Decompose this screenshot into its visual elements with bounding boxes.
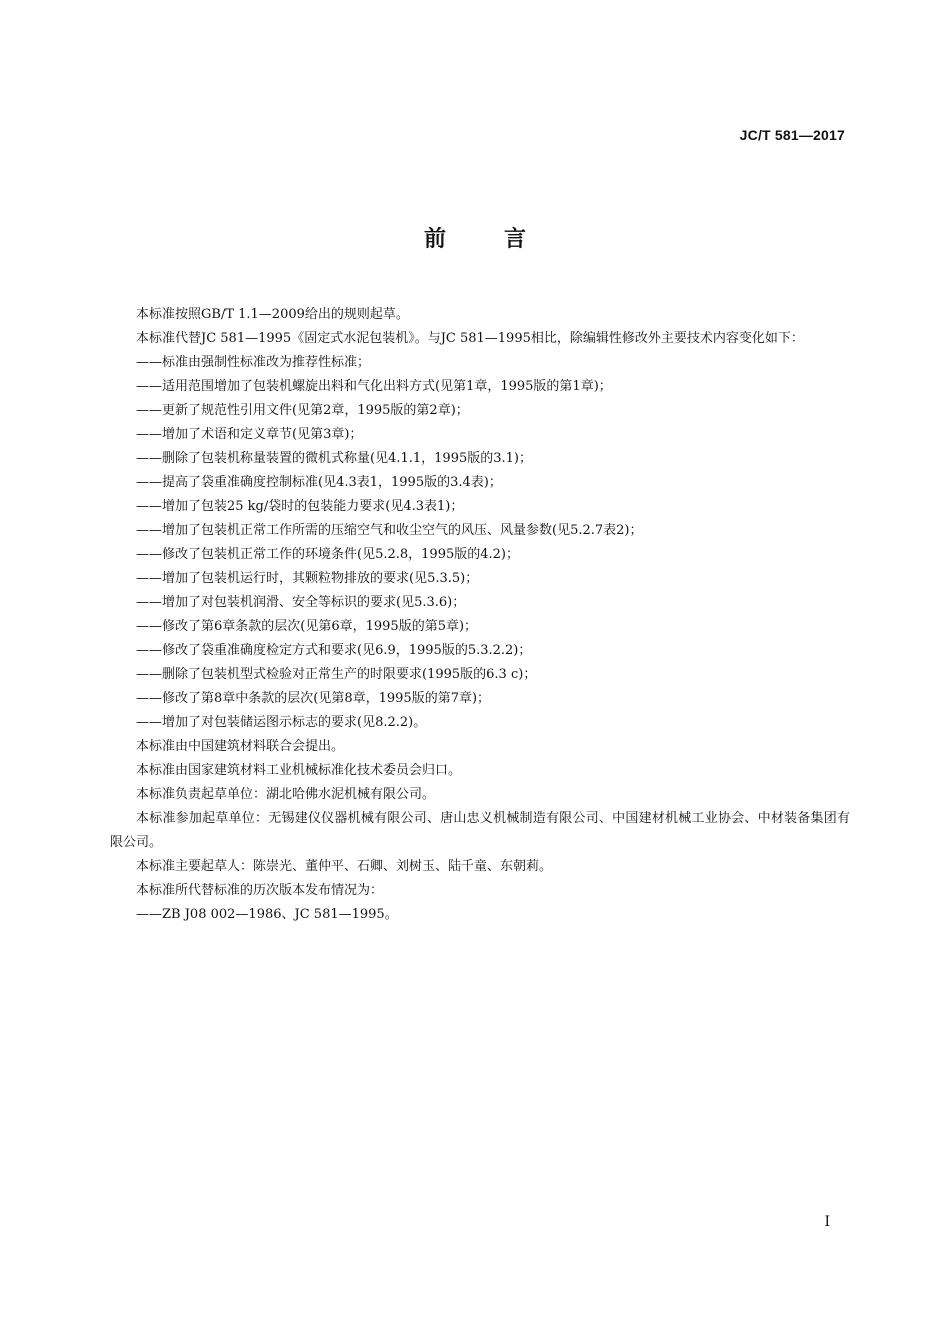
document-code: JC/T 581—2017 [739,127,845,143]
list-item: ——增加了包装机运行时，其颗粒物排放的要求(见5.3.5)； [136,571,479,586]
paragraph-proposer: 本标准由中国建筑材料联合会提出。 [136,739,345,754]
changes-list [110,351,850,735]
list-item: ——ZB J08 002—1986、JC 581—1995。 [136,907,398,922]
paragraph-main-authors: 本标准主要起草人：陈崇光、董仲平、石卿、刘树玉、陆千童、东朝莉。 [136,859,553,874]
list-item: ——标准由强制性标准改为推荐性标准； [136,355,371,370]
history-list [110,903,850,927]
list-item: ——提高了袋重准确度控制标准(见4.3表1，1995版的3.4表)； [136,475,502,490]
list-item: ——删除了包装机称量装置的微机式称量(见4.1.1，1995版的3.1)； [136,451,532,466]
list-item: ——修改了第6章条款的层次(见第6章，1995版的第5章)； [136,619,478,634]
page-number: I [824,1214,830,1230]
paragraph-replaces: 本标准代替JC 581—1995《固定式水泥包装机》。与JC 581—1995相比，除编辑性修改外主要技术内容变化如下： [136,331,804,346]
list-item: ——增加了对包装机润滑、安全等标识的要求(见5.3.6)； [136,595,466,610]
list-item: ——删除了包装机型式检验对正常生产的时限要求(1995版的6.3 c)； [136,667,537,682]
list-item: ——增加了对包装储运图示标志的要求(见8.2.2)。 [136,715,427,730]
paragraph-participating-drafters: 本标准参加起草单位：无锡建仪仪器机械有限公司、唐山忠义机械制造有限公司、中国建材机械工业协会、中材装备集团有限公司。 [110,811,850,850]
list-item: ——增加了包装25 kg/袋时的包装能力要求(见4.3表1)； [136,499,464,514]
paragraph-committee: 本标准由国家建筑材料工业机械标准化技术委员会归口。 [136,763,462,778]
paragraph-lead-drafter: 本标准负责起草单位：湖北哈佛水泥机械有限公司。 [136,787,436,802]
list-item: ——修改了包装机正常工作的环境条件(见5.2.8，1995版的4.2)； [136,547,519,562]
list-item: ——增加了包装机正常工作所需的压缩空气和收尘空气的风压、风量参数(见5.2.7表2)； [136,523,643,538]
list-item: ——适用范围增加了包装机螺旋出料和气化出料方式(见第1章，1995版的第1章)； [136,379,612,394]
paragraph-drafting-rules: 本标准按照GB/T 1.1—2009给出的规则起草。 [136,307,409,322]
page-title: 前言 [423,227,584,252]
list-item: ——修改了袋重准确度检定方式和要求(见6.9，1995版的5.3.2.2)； [136,643,532,658]
list-item: ——增加了术语和定义章节(见第3章)； [136,427,363,442]
foreword-body [110,303,850,927]
list-item: ——修改了第8章中条款的层次(见第8章，1995版的第7章)； [136,691,491,706]
paragraph-history-intro: 本标准所代替标准的历次版本发布情况为： [136,883,384,898]
list-item: ——更新了规范性引用文件(见第2章，1995版的第2章)； [136,403,469,418]
